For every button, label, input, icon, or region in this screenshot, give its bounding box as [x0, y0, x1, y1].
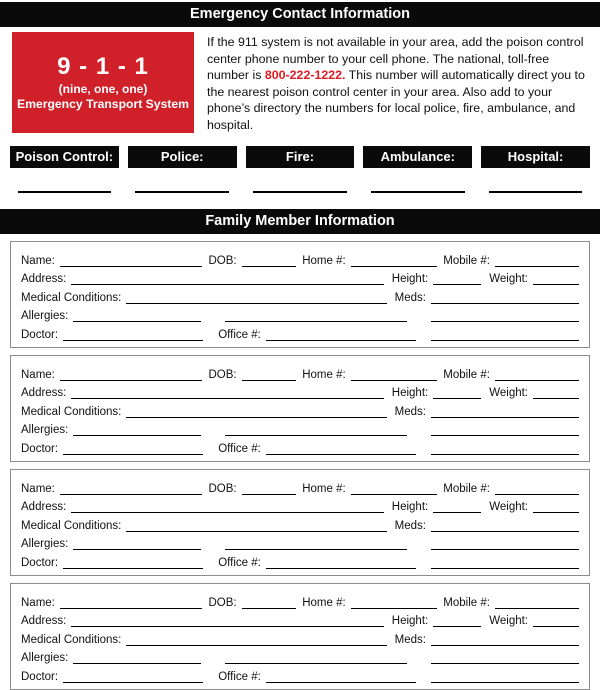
intro-text-after: This number will automatically direct you to the nearest poison control center in your area. Also add to your phone’s directory the numbers for local police, fire, ambulance, and hospital. — [207, 68, 585, 132]
weight-label: Weight: — [489, 273, 528, 286]
meds-fill-line — [431, 406, 579, 418]
allergies-extra-fill-line — [225, 652, 407, 664]
meds-extra-fill-line-1 — [431, 310, 579, 322]
meds-fill-line — [431, 520, 579, 532]
meds-extra-fill-line-2 — [431, 671, 579, 683]
height-fill-line — [433, 615, 481, 627]
doctor-label: Doctor: — [21, 670, 59, 683]
weight-label: Weight: — [489, 501, 528, 514]
member-row-doctor — [21, 550, 579, 569]
allergies-extra-fill-line — [225, 538, 407, 550]
allergies-extra-fill-line — [225, 310, 407, 322]
intro-section — [0, 27, 600, 135]
mobile-phone-fill-line — [495, 483, 579, 495]
911-callout — [12, 32, 194, 133]
address-label: Address: — [21, 387, 67, 400]
family-members — [0, 241, 600, 690]
home-phone-label: Home #: — [302, 254, 346, 267]
ambulance-fill-line — [371, 191, 465, 193]
allergies-extra-fill-line — [225, 424, 407, 436]
fire-fill-line — [253, 191, 347, 193]
member-row-name — [21, 476, 579, 495]
allergies-fill-line — [73, 424, 201, 436]
office-phone-label: Office #: — [218, 442, 261, 455]
allergies-fill-line — [73, 310, 201, 322]
address-fill-line — [71, 387, 383, 399]
name-fill-line — [60, 255, 202, 267]
height-label: Height: — [391, 501, 429, 514]
meds-extra-fill-line-1 — [431, 538, 579, 550]
home-phone-fill-line — [351, 483, 437, 495]
meds-extra-fill-line-2 — [431, 329, 579, 341]
section-header-family-members — [0, 209, 600, 234]
name-label: Name: — [21, 368, 55, 381]
office-phone-label: Office #: — [218, 670, 261, 683]
name-label: Name: — [21, 596, 55, 609]
page-title: Emergency Contact Information — [190, 6, 410, 22]
contact-label-hospital: Hospital: — [481, 146, 590, 168]
911-number: 9 - 1 - 1 — [57, 53, 149, 81]
home-phone-label: Home #: — [302, 596, 346, 609]
member-row-address — [21, 609, 579, 628]
height-label: Height: — [391, 387, 429, 400]
address-label: Address: — [21, 615, 67, 628]
meds-label: Meds: — [394, 291, 426, 304]
member-row-allergies — [21, 646, 579, 665]
meds-fill-line — [431, 292, 579, 304]
doctor-fill-line — [63, 329, 203, 341]
meds-label: Meds: — [394, 633, 426, 646]
mobile-phone-label: Mobile #: — [443, 254, 490, 267]
mobile-phone-label: Mobile #: — [443, 596, 490, 609]
member-row-medical — [21, 627, 579, 646]
member-row-address — [21, 495, 579, 514]
home-phone-label: Home #: — [302, 368, 346, 381]
contact-labels-row — [0, 146, 600, 168]
911-subtitle: (nine, one, one) — [58, 81, 148, 96]
allergies-label: Allergies: — [21, 424, 69, 437]
member-row-medical — [21, 513, 579, 532]
allergies-fill-line — [73, 538, 201, 550]
meds-extra-fill-line-2 — [431, 557, 579, 569]
meds-label: Meds: — [394, 405, 426, 418]
family-member-block — [10, 355, 590, 462]
dob-label: DOB: — [208, 368, 237, 381]
height-fill-line — [433, 501, 481, 513]
height-fill-line — [433, 273, 481, 285]
doctor-label: Doctor: — [21, 328, 59, 341]
poison-control-phone-number: 800-222-1222. — [264, 68, 346, 82]
height-label: Height: — [391, 615, 429, 628]
medical-conditions-label: Medical Conditions: — [21, 519, 122, 532]
weight-fill-line — [533, 615, 579, 627]
member-row-name — [21, 590, 579, 609]
office-phone-fill-line — [266, 329, 416, 341]
address-fill-line — [71, 615, 383, 627]
doctor-fill-line — [63, 557, 203, 569]
police-fill-line — [135, 191, 229, 193]
doctor-label: Doctor: — [21, 556, 59, 569]
member-row-doctor — [21, 664, 579, 683]
height-label: Height: — [391, 273, 429, 286]
contact-label-police: Police: — [128, 146, 237, 168]
dob-fill-line — [242, 483, 296, 495]
office-phone-label: Office #: — [218, 328, 261, 341]
medical-conditions-label: Medical Conditions: — [21, 291, 122, 304]
doctor-fill-line — [63, 671, 203, 683]
meds-extra-fill-line-1 — [431, 424, 579, 436]
allergies-label: Allergies: — [21, 652, 69, 665]
family-member-block — [10, 583, 590, 690]
intro-paragraph — [207, 32, 592, 133]
home-phone-fill-line — [351, 369, 437, 381]
dob-fill-line — [242, 369, 296, 381]
allergies-fill-line — [73, 652, 201, 664]
dob-fill-line — [242, 255, 296, 267]
member-row-allergies — [21, 418, 579, 437]
member-row-medical — [21, 285, 579, 304]
member-row-allergies — [21, 304, 579, 323]
dob-label: DOB: — [208, 482, 237, 495]
home-phone-label: Home #: — [302, 482, 346, 495]
member-row-address — [21, 267, 579, 286]
home-phone-fill-line — [351, 597, 437, 609]
office-phone-label: Office #: — [218, 556, 261, 569]
contact-lines-row — [0, 191, 600, 193]
dob-fill-line — [242, 597, 296, 609]
member-row-name — [21, 248, 579, 267]
member-row-doctor — [21, 436, 579, 455]
address-label: Address: — [21, 273, 67, 286]
office-phone-fill-line — [266, 443, 416, 455]
mobile-phone-label: Mobile #: — [443, 368, 490, 381]
weight-label: Weight: — [489, 387, 528, 400]
weight-label: Weight: — [489, 615, 528, 628]
dob-label: DOB: — [208, 254, 237, 267]
contact-label-poison-control: Poison Control: — [10, 146, 119, 168]
mobile-phone-fill-line — [495, 597, 579, 609]
member-row-allergies — [21, 532, 579, 551]
home-phone-fill-line — [351, 255, 437, 267]
name-fill-line — [60, 483, 202, 495]
family-member-block — [10, 241, 590, 348]
medical-conditions-fill-line — [126, 292, 386, 304]
name-label: Name: — [21, 482, 55, 495]
address-label: Address: — [21, 501, 67, 514]
address-fill-line — [71, 501, 383, 513]
contact-label-fire: Fire: — [246, 146, 355, 168]
medical-conditions-fill-line — [126, 406, 386, 418]
mobile-phone-fill-line — [495, 369, 579, 381]
family-section-title: Family Member Information — [205, 213, 395, 229]
office-phone-fill-line — [266, 557, 416, 569]
medical-conditions-fill-line — [126, 520, 386, 532]
member-row-name — [21, 362, 579, 381]
medical-conditions-fill-line — [126, 634, 386, 646]
doctor-label: Doctor: — [21, 442, 59, 455]
intro-text-before: If the 911 system is not available in your area, add the poison control center phone number to your cell phone. The national, toll-free number is — [207, 35, 584, 82]
member-row-medical — [21, 399, 579, 418]
allergies-label: Allergies: — [21, 310, 69, 323]
office-phone-fill-line — [266, 671, 416, 683]
page — [0, 2, 600, 683]
mobile-phone-label: Mobile #: — [443, 482, 490, 495]
hospital-fill-line — [489, 191, 583, 193]
meds-fill-line — [431, 634, 579, 646]
weight-fill-line — [533, 501, 579, 513]
911-system-label: Emergency Transport System — [16, 96, 190, 111]
name-fill-line — [60, 369, 202, 381]
contact-label-ambulance: Ambulance: — [363, 146, 472, 168]
doctor-fill-line — [63, 443, 203, 455]
weight-fill-line — [533, 387, 579, 399]
weight-fill-line — [533, 273, 579, 285]
name-fill-line — [60, 597, 202, 609]
dob-label: DOB: — [208, 596, 237, 609]
medical-conditions-label: Medical Conditions: — [21, 633, 122, 646]
meds-extra-fill-line-2 — [431, 443, 579, 455]
poison-control-fill-line — [18, 191, 112, 193]
mobile-phone-fill-line — [495, 255, 579, 267]
name-label: Name: — [21, 254, 55, 267]
height-fill-line — [433, 387, 481, 399]
member-row-doctor — [21, 322, 579, 341]
member-row-address — [21, 381, 579, 400]
meds-extra-fill-line-1 — [431, 652, 579, 664]
address-fill-line — [71, 273, 383, 285]
allergies-label: Allergies: — [21, 538, 69, 551]
meds-label: Meds: — [394, 519, 426, 532]
medical-conditions-label: Medical Conditions: — [21, 405, 122, 418]
section-header-emergency-contact — [0, 2, 600, 27]
family-member-block — [10, 469, 590, 576]
